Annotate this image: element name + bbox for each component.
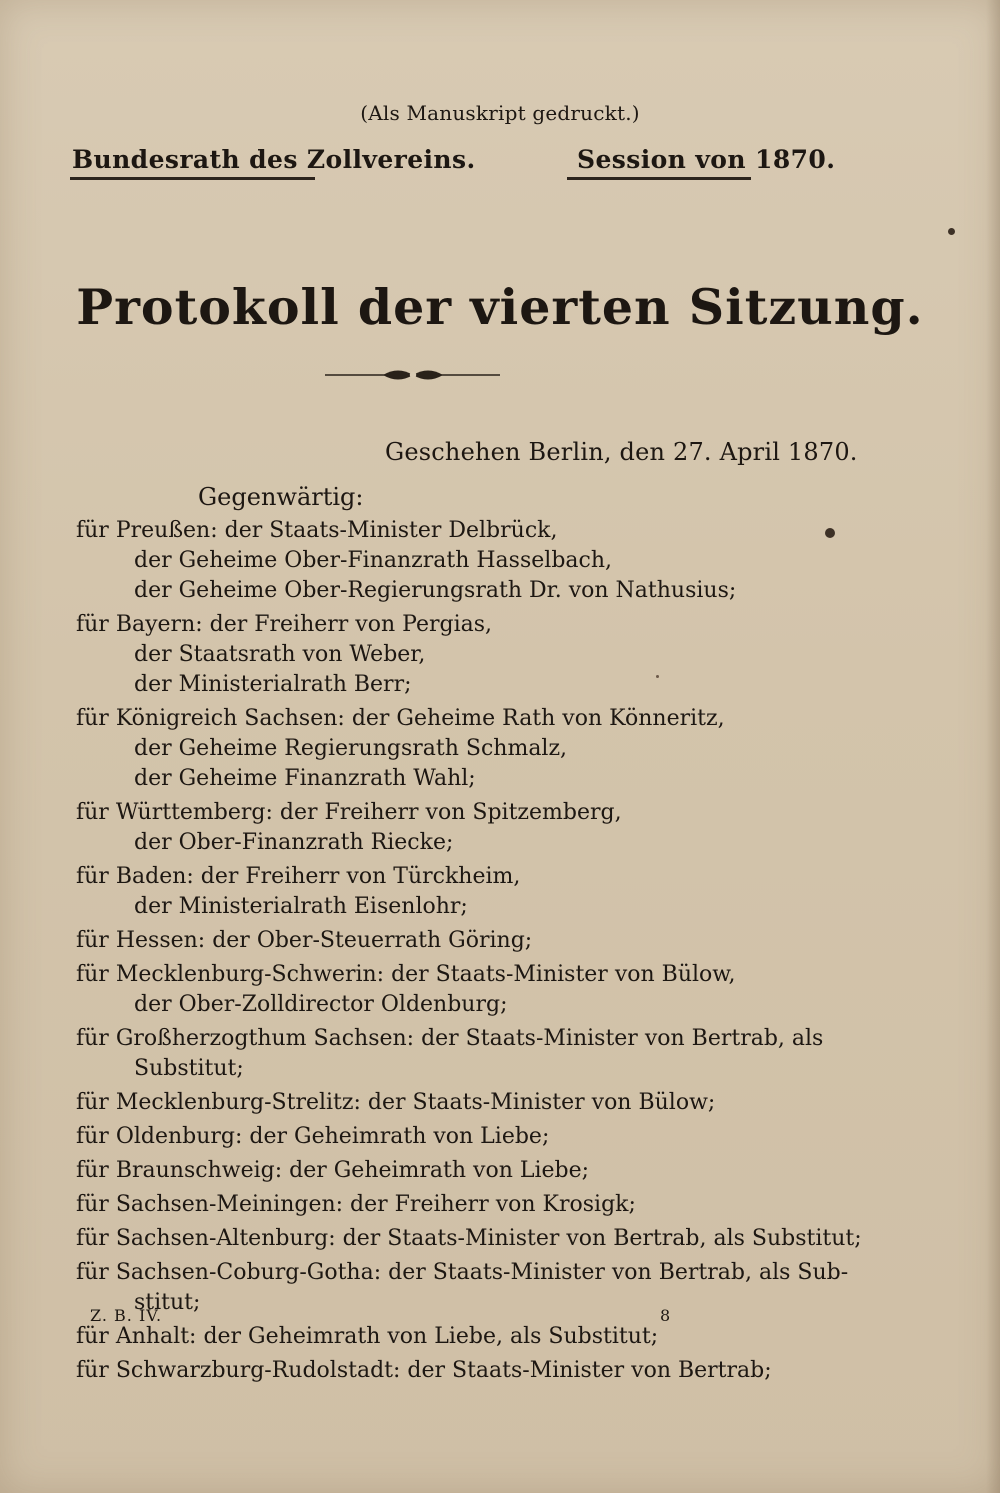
- attendance-list: [76, 516, 862, 1390]
- attendance-line: für Anhalt: der Geheimrath von Liebe, als Substitut;: [76, 1324, 659, 1349]
- attendance-line: für Bayern: der Freiherr von Pergias,: [76, 612, 493, 637]
- attendance-line: für Mecklenburg-Strelitz: der Staats-Minister von Bülow;: [76, 1090, 716, 1115]
- attendance-entry: [76, 862, 766, 922]
- header-rule-left: [70, 177, 315, 180]
- attendance-line: für Königreich Sachsen: der Geheime Rath von Könneritz,: [76, 706, 725, 731]
- header-rule-right: [567, 177, 751, 180]
- page-edge-shadow: [986, 0, 1000, 1493]
- ink-spot: [825, 528, 835, 538]
- attendance-line: für Preußen: der Staats-Minister Delbrück,: [76, 518, 558, 543]
- attendance-line: der Ober-Zolldirector Oldenburg;: [134, 992, 508, 1017]
- attendance-line: Substitut;: [134, 1056, 244, 1081]
- header-right: Session von 1870.: [577, 145, 836, 174]
- attendance-entry: [76, 1088, 766, 1118]
- page-number: 8: [660, 1306, 671, 1325]
- attendance-line: der Ober-Finanzrath Riecke;: [134, 830, 454, 855]
- attendance-line: der Geheime Finanzrath Wahl;: [134, 766, 476, 791]
- attendance-entry: [76, 1356, 772, 1386]
- attendance-line: für Sachsen-Altenburg: der Staats-Minister von Bertrab, als Substitut;: [76, 1226, 862, 1251]
- attendance-line: für Mecklenburg-Schwerin: der Staats-Minister von Bülow,: [76, 962, 736, 987]
- attendance-entry: [76, 1156, 766, 1186]
- attendance-line: der Geheime Regierungsrath Schmalz,: [134, 736, 568, 761]
- attendance-entry: [76, 798, 766, 858]
- attendance-entry: [76, 1024, 824, 1084]
- signature-mark: Z. B. IV.: [90, 1306, 163, 1325]
- attendance-entry: [76, 926, 766, 956]
- attendance-line: für Baden: der Freiherr von Türckheim,: [76, 864, 521, 889]
- attendance-entry: [76, 516, 766, 606]
- present-label: Gegenwärtig:: [198, 483, 364, 511]
- ink-spot: [948, 228, 955, 235]
- attendance-line: für Württemberg: der Freiherr von Spitzemberg,: [76, 800, 622, 825]
- manuscript-note: (Als Manuskript gedruckt.): [360, 101, 640, 125]
- attendance-line: für Schwarzburg-Rudolstadt: der Staats-Minister von Bertrab;: [76, 1358, 772, 1383]
- header-left: Bundesrath des Zollvereins.: [72, 145, 476, 174]
- attendance-line: der Staatsrath von Weber,: [134, 642, 426, 667]
- attendance-line: für Sachsen-Meiningen: der Freiherr von Krosigk;: [76, 1192, 636, 1217]
- ink-spot: [656, 675, 659, 678]
- attendance-entry: [76, 1190, 766, 1220]
- attendance-line: der Ministerialrath Eisenlohr;: [134, 894, 468, 919]
- date-line: Geschehen Berlin, den 27. April 1870.: [385, 438, 858, 466]
- attendance-line: für Hessen: der Ober-Steuerrath Göring;: [76, 928, 533, 953]
- attendance-line: der Geheime Ober-Regierungsrath Dr. von Nathusius;: [134, 578, 737, 603]
- attendance-line: der Geheime Ober-Finanzrath Hasselbach,: [134, 548, 612, 573]
- attendance-line: der Ministerialrath Berr;: [134, 672, 412, 697]
- attendance-line: für Sachsen-Coburg-Gotha: der Staats-Minister von Bertrab, als Sub-: [76, 1260, 849, 1285]
- attendance-line: stitut;: [134, 1290, 201, 1315]
- attendance-line: für Braunschweig: der Geheimrath von Liebe;: [76, 1158, 590, 1183]
- attendance-line: für Oldenburg: der Geheimrath von Liebe;: [76, 1124, 550, 1149]
- attendance-entry: [76, 960, 766, 1020]
- attendance-entry: [76, 1122, 766, 1152]
- ornament-divider: [325, 360, 500, 390]
- attendance-entry: [76, 610, 766, 700]
- attendance-entry: [76, 1224, 862, 1254]
- attendance-entry: [76, 1322, 766, 1352]
- attendance-entry: [76, 704, 766, 794]
- attendance-line: für Großherzogthum Sachsen: der Staats-Minister von Bertrab, als: [76, 1026, 824, 1051]
- document-title: Protokoll der vierten Sitzung.: [76, 278, 924, 336]
